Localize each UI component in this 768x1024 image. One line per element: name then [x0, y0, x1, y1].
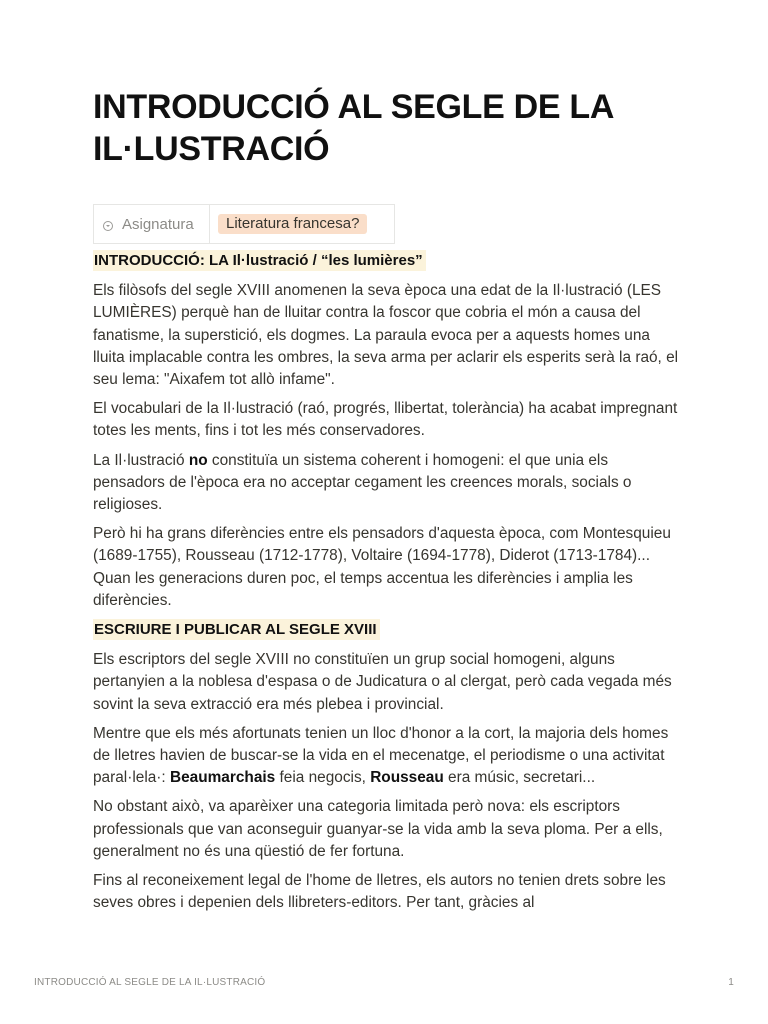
heading-text: ESCRIURE I PUBLICAR AL SEGLE XVIII: [93, 619, 380, 640]
text-run: Mentre que els més afortunats tenien un lloc d'honor a la cort, la majoria dels homes de lletres havien de buscar-se la vida en el mecenatge, el periodisme o una activitat paral·lela·:: [93, 724, 669, 787]
page-number: 1: [728, 977, 734, 988]
text-run: era músic, secretari...: [443, 769, 596, 787]
bold-text: Rousseau: [370, 769, 444, 787]
page-footer: [34, 977, 734, 988]
paragraph: Però hi ha grans diferències entre els pensadors d'aquesta època, com Montesquieu (1689-1755), Rousseau (1712-1778), Voltaire (1694-1778), Diderot (1713-1784)... Quan les generacions duren poc, el temps accentua les diferències i amplia les diferències.: [93, 525, 671, 609]
paragraph: Els escriptors del segle XVIII no constituïen un grup social homogeni, alguns pertanyien a la noblesa d'espasa o de Judicatura o al clergat, però cada vegada més sovint la seva extracció era més plebea i provincial.: [93, 651, 672, 713]
paragraph: Els filòsofs del segle XVIII anomenen la seva època una edat de la Il·lustració (LES LUMIÈRES) perquè han de lluitar contra la foscor que cobria el món a causa del fanatisme, la superstició, els dogmes. La paraula evoca per a aquests homes una lluita implacable contra les ombres, la seva arma per aclarir els esperits serà la raó, el seu lema: "Aixafem tot allò infame".: [93, 282, 679, 389]
paragraph: [93, 723, 683, 790]
property-label: Asignatura: [122, 215, 194, 233]
text-run: constituïa un sistema coherent i homogeni: el que unia els pensadors de l'època era no acceptar cegament les creences morals, socials o religioses.: [93, 451, 632, 514]
property-key[interactable]: [94, 205, 210, 243]
footer-title: INTRODUCCIÓ AL SEGLE DE LA IL·LUSTRACIÓ: [34, 977, 266, 988]
bold-text: Beaumarchais: [169, 769, 276, 787]
property-value[interactable]: [210, 205, 367, 243]
section-heading-intro: [93, 250, 683, 272]
paragraph: El vocabulari de la Il·lustració (raó, progrés, llibertat, tolerància) ha acabat impregnant totes les ments, fins i tot les més conservadores.: [93, 400, 678, 440]
section-heading-writing: [93, 619, 683, 641]
heading-text: INTRODUCCIÓ: LA Il·lustració / “les lumières”: [93, 250, 426, 271]
subject-tag: Literatura francesa?: [218, 214, 367, 234]
dropdown-circle-icon: [103, 221, 113, 231]
document-body: [93, 250, 683, 914]
paragraph: No obstant això, va aparèixer una categoria limitada però nova: els escriptors professionals que van aconseguir guanyar-se la vida amb la seva ploma. Per a ells, generalment no és una qüestió de fer fortuna.: [93, 798, 663, 860]
page-title: INTRODUCCIÓ AL SEGLE DE LA IL·LUSTRACIÓ: [93, 88, 613, 168]
paragraph: Fins al reconeixement legal de l'home de lletres, els autors no tenien drets sobre les seves obres i depenien dels llibreters-editors. Per tant, gràcies al: [93, 872, 666, 912]
paragraph: [93, 450, 683, 517]
text-run: La Il·lustració: [93, 451, 189, 469]
property-row: [93, 204, 395, 244]
text-run: feia negocis,: [275, 769, 371, 787]
bold-text: no: [188, 451, 208, 469]
